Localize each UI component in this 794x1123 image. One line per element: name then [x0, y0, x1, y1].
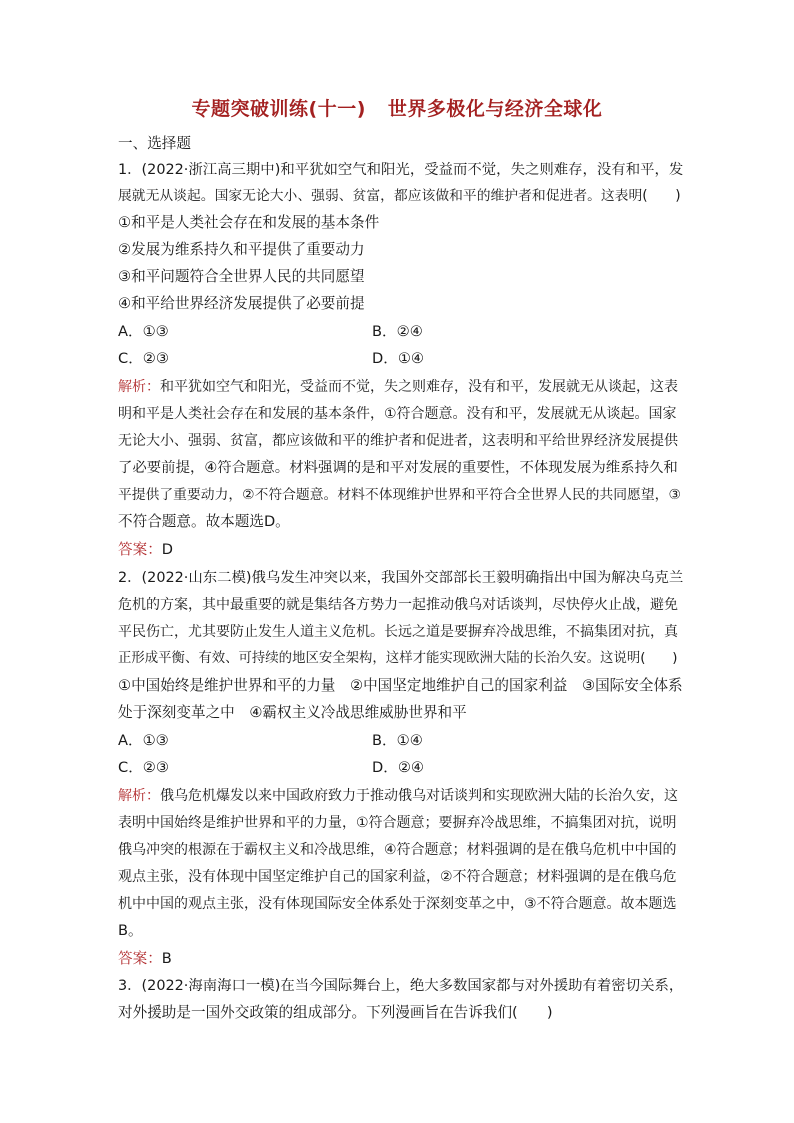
q2-line: 2．(2022·山东二模)俄乌发生冲突以来，我国外交部部长王毅明确指出中国为解决乌克兰 [118, 570, 684, 586]
q1-option-b: B．②④ [372, 323, 423, 340]
q1-answer [118, 540, 173, 560]
q2-answer [118, 949, 172, 969]
q1-analysis-line [118, 377, 678, 397]
q1-statement: ②发展为维系持久和平提供了重要动力 [118, 241, 365, 258]
title-part-a: 专题突破训练(十一) [191, 98, 366, 120]
q2-analysis-line: 观点主张，没有体现中国坚定维护自己的国家利益，②不符合题意；材料强调的是在俄乌危 [118, 869, 677, 885]
page-title [0, 94, 794, 121]
q3-line: 3．(2022·海南海口一模)在当今国际舞台上，绝大多数国家都与对外援助有着密切关系， [118, 978, 684, 994]
q1-line: 展就无从谈起。国家无论大小、强弱、贫富，都应该做和平的维护者和促进者。这表明( ) [118, 188, 681, 204]
q1-analysis-line: 了必要前提，④符合题意。材料强调的是和平对发展的重要性，不体现发展为维系持久和 [118, 460, 678, 476]
q2-option-c: C．②③ [118, 759, 169, 776]
q2-answer-label: 答案： [118, 950, 162, 967]
q2-line: 危机的方案，其中最重要的就是集结各方势力一起推动俄乌对话谈判，尽快停火止战，避免 [118, 597, 678, 613]
q1-statement: ①和平是人类社会存在和发展的基本条件 [118, 214, 380, 231]
q1-option-d: D．①④ [372, 350, 424, 367]
q1-answer-value: D [161, 541, 174, 558]
q3-line: 对外援助是一国外交政策的组成部分。下列漫画旨在告诉我们( ) [118, 1004, 553, 1021]
q1-line: 1．(2022·浙江高三期中)和平犹如空气和阳光，受益而不觉，失之则难存，没有和平，发 [118, 162, 684, 178]
q1-analysis-line: 不符合题意。故本题选D。 [118, 513, 290, 530]
q1-statement: ④和平给世界经济发展提供了必要前提 [118, 295, 365, 312]
q2-option-d: D．②④ [372, 759, 424, 776]
q2-option-b: B．①④ [372, 732, 423, 749]
q1-analysis-line: 明和平是人类社会存在和发展的基本条件，①符合题意。没有和平，发展就无从谈起。国家 [118, 406, 677, 422]
section-heading: 一、选择题 [118, 135, 191, 152]
q1-analysis-text: 和平犹如空气和阳光，受益而不觉，失之则难存，没有和平，发展就无从谈起，这表 [160, 379, 678, 395]
q2-option-a: A．①③ [118, 732, 169, 749]
q2-analysis-line: 表明中国始终是维护世界和平的力量，①符合题意；要摒弃冷战思维，不搞集团对抗，说明 [118, 815, 677, 831]
q2-answer-value: B [161, 950, 172, 967]
q1-statement: ③和平问题符合全世界人民的共同愿望 [118, 268, 365, 285]
title-part-b: 世界多极化与经济全球化 [387, 98, 603, 120]
q2-analysis-text: 俄乌危机爆发以来中国政府致力于推动俄乌对话谈判和实现欧洲大陆的长治久安，这 [160, 788, 678, 804]
q2-analysis-label: 解析： [118, 788, 160, 804]
q2-analysis-line: 机中中国的观点主张，没有体现国际安全体系处于深刻变革之中，③不符合题意。故本题选 [118, 896, 677, 912]
q2-analysis-line [118, 786, 678, 806]
q1-option-c: C．②③ [118, 350, 169, 367]
q1-analysis-line: 无论大小、强弱、贫富，都应该做和平的维护者和促进者，这表明和平给世界经济发展提供 [118, 433, 678, 449]
q1-analysis-line: 平提供了重要动力，②不符合题意。材料不体现维护世界和平符合全世界人民的共同愿望，③ [118, 487, 681, 503]
q2-statement: 处于深刻变革之中 ④霸权主义冷战思维威胁世界和平 [118, 704, 467, 721]
q2-statement: ①中国始终是维护世界和平的力量 ②中国坚定地维护自己的国家利益 ③国际安全体系 [118, 677, 683, 694]
q1-answer-label: 答案： [118, 541, 162, 558]
q1-analysis-label: 解析： [118, 379, 160, 395]
q2-analysis-line: 俄乌冲突的根源在于霸权主义和冷战思维，④符合题意；材料强调的是在俄乌危机中中国的 [118, 842, 677, 858]
q2-analysis-line: B。 [118, 922, 143, 939]
q1-option-a: A．①③ [118, 323, 169, 340]
q2-line: 平民伤亡，尤其要防止发生人道主义危机。长远之道是要摒弃冷战思维，不搞集团对抗，真 [118, 624, 678, 640]
q2-line: 正形成平衡、有效、可持续的地区安全架构，这样才能实现欧洲大陆的长治久安。这说明( ) [118, 651, 678, 666]
